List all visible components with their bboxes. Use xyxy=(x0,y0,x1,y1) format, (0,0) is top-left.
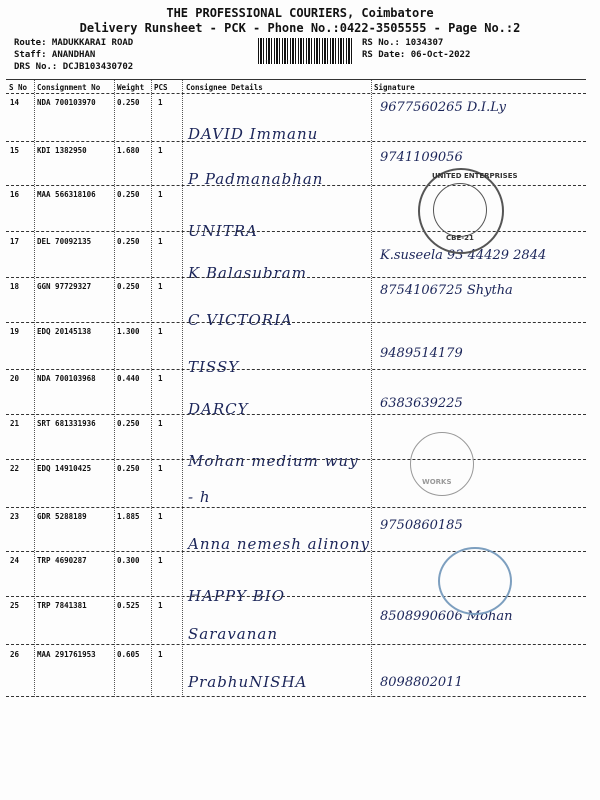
row-consignee-handwriting: TISSY xyxy=(188,358,240,376)
row-consignment-no: MAA 566318106 xyxy=(37,190,96,199)
row-consignee-handwriting: P Padmanabhan xyxy=(188,170,324,188)
row-consignee-handwriting: UNITRA xyxy=(188,222,258,240)
row-signature-handwriting: 8098802011 xyxy=(380,675,463,690)
row-divider xyxy=(6,414,586,415)
row-consignment-no: SRT 681331936 xyxy=(37,419,96,428)
row-sno: 19 xyxy=(10,327,20,336)
row-divider xyxy=(6,459,586,460)
stamp-text-bottom: CBE-21 xyxy=(446,234,474,242)
route-label: Route: MADUKKARAI ROAD xyxy=(14,38,134,48)
row-pcs: 1 xyxy=(158,327,163,336)
row-sno: 21 xyxy=(10,419,20,428)
staff-label: Staff: ANANDHAN xyxy=(14,50,96,60)
row-divider xyxy=(6,696,586,697)
row-signature-handwriting: 9489514179 xyxy=(380,346,463,361)
row-consignee-handwriting: Mohan medium wuy xyxy=(188,452,359,470)
header-top-rule xyxy=(6,79,586,80)
row-weight: 0.300 xyxy=(117,556,140,565)
row-sno: 24 xyxy=(10,556,20,565)
row-signature-handwriting: 8754106725 Shytha xyxy=(380,283,513,298)
row-pcs: 1 xyxy=(158,282,163,291)
row-signature-handwriting: 6383639225 xyxy=(380,396,463,411)
row-consignment-no: TRP 7841381 xyxy=(37,601,87,610)
row-consignment-no: GGN 97729327 xyxy=(37,282,92,291)
row-sno: 18 xyxy=(10,282,20,291)
barcode-image xyxy=(258,38,354,64)
col-header-signature: Signature xyxy=(374,83,415,92)
row-divider xyxy=(6,369,586,370)
row-divider xyxy=(6,141,586,142)
row-weight: 0.250 xyxy=(117,190,140,199)
row-pcs: 1 xyxy=(158,146,163,155)
row-consignee-handwriting: DARCY xyxy=(188,400,249,418)
row-pcs: 1 xyxy=(158,98,163,107)
row-consignee-handwriting: Anna nemesh alinony xyxy=(188,535,370,553)
row-divider xyxy=(6,277,586,278)
row-signature-handwriting: K.suseela 93 44429 2844 xyxy=(380,248,547,263)
row-sno: 23 xyxy=(10,512,20,521)
row-sno: 22 xyxy=(10,464,20,473)
col-header-consignee: Consignee Details xyxy=(186,83,263,92)
row-weight: 0.250 xyxy=(117,98,140,107)
column-divider xyxy=(34,80,35,697)
row-pcs: 1 xyxy=(158,512,163,521)
row-divider xyxy=(6,185,586,186)
row-pcs: 1 xyxy=(158,464,163,473)
company-title: THE PROFESSIONAL COURIERS, Coimbatore xyxy=(166,6,434,20)
row-sno: 20 xyxy=(10,374,20,383)
row-weight: 1.885 xyxy=(117,512,140,521)
blue-stamp xyxy=(438,547,512,615)
row-sno: 15 xyxy=(10,146,20,155)
row-sno: 17 xyxy=(10,237,20,246)
row-divider xyxy=(6,644,586,645)
row-pcs: 1 xyxy=(158,556,163,565)
row-pcs: 1 xyxy=(158,190,163,199)
runsheet-title: Delivery Runsheet - PCK - Phone No.:0422-3505555 - Page No.:2 xyxy=(79,21,521,35)
col-header-consignment: Consignment No xyxy=(37,83,101,92)
company-stamp-inner xyxy=(433,183,487,237)
row-divider xyxy=(6,231,586,232)
row-signature-handwriting: 8508990606 Mohan xyxy=(380,609,513,624)
row-pcs: 1 xyxy=(158,650,163,659)
row-divider xyxy=(6,507,586,508)
row-consignee-handwriting: DAVID Immanu xyxy=(188,125,319,143)
rs-date: RS Date: 06-Oct-2022 xyxy=(362,50,471,60)
row-weight: 0.605 xyxy=(117,650,140,659)
column-divider xyxy=(371,80,372,697)
row-sno: 14 xyxy=(10,98,20,107)
col-header-pcs: PCS xyxy=(154,83,168,92)
row-weight: 0.440 xyxy=(117,374,140,383)
row-consignee-handwriting: HAPPY BIO xyxy=(188,587,286,605)
row-consignment-no: EDQ 14910425 xyxy=(37,464,92,473)
faint-stamp xyxy=(410,432,474,496)
row-divider xyxy=(6,551,586,552)
row-consignment-no: DEL 70092135 xyxy=(37,237,92,246)
col-header-sno: S No xyxy=(9,83,28,92)
row-consignment-no: GDR 5288189 xyxy=(37,512,87,521)
row-consignee-handwriting: K Balasubram xyxy=(188,264,307,282)
column-divider xyxy=(114,80,115,697)
row-pcs: 1 xyxy=(158,374,163,383)
row-signature-handwriting: 9677560265 D.I.Ly xyxy=(380,100,506,115)
row-weight: 0.250 xyxy=(117,419,140,428)
stamp-text-top: UNITED ENTERPRISES xyxy=(432,172,518,180)
row-weight: 0.250 xyxy=(117,282,140,291)
col-header-weight: Weight xyxy=(117,83,145,92)
row-sno: 26 xyxy=(10,650,20,659)
rs-number: RS No.: 1034307 xyxy=(362,38,444,48)
column-divider xyxy=(151,80,152,697)
row-consignee-handwriting: Saravanan xyxy=(188,625,279,643)
row-weight: 1.300 xyxy=(117,327,140,336)
row-weight: 0.525 xyxy=(117,601,140,610)
row-consignment-no: KDI 1382950 xyxy=(37,146,87,155)
row-consignee-handwriting: C VICTORIA xyxy=(188,311,293,329)
row-consignment-no: NDA 700103970 xyxy=(37,98,96,107)
row-weight: 0.250 xyxy=(117,464,140,473)
row-consignee-handwriting: PrabhuNISHA xyxy=(188,673,308,691)
row-sno: 25 xyxy=(10,601,20,610)
row-weight: 1.680 xyxy=(117,146,140,155)
row-signature-handwriting: 9750860185 xyxy=(380,518,463,533)
faint-stamp-text: WORKS xyxy=(422,478,452,486)
header-bottom-rule xyxy=(6,93,586,94)
row-pcs: 1 xyxy=(158,601,163,610)
drs-number: DRS No.: DCJB103430702 xyxy=(14,62,134,72)
row-pcs: 1 xyxy=(158,419,163,428)
row-consignment-no: NDA 700103968 xyxy=(37,374,96,383)
column-divider xyxy=(182,80,183,697)
row-signature-handwriting: 9741109056 xyxy=(380,150,463,165)
row-sno: 16 xyxy=(10,190,20,199)
row-pcs: 1 xyxy=(158,237,163,246)
row-consignment-no: EDQ 20145138 xyxy=(37,327,92,336)
row-weight: 0.250 xyxy=(117,237,140,246)
row-consignment-no: TRP 4690287 xyxy=(37,556,87,565)
row-consignee-handwriting: - h xyxy=(188,488,211,506)
row-divider xyxy=(6,322,586,323)
row-consignment-no: MAA 291761953 xyxy=(37,650,96,659)
